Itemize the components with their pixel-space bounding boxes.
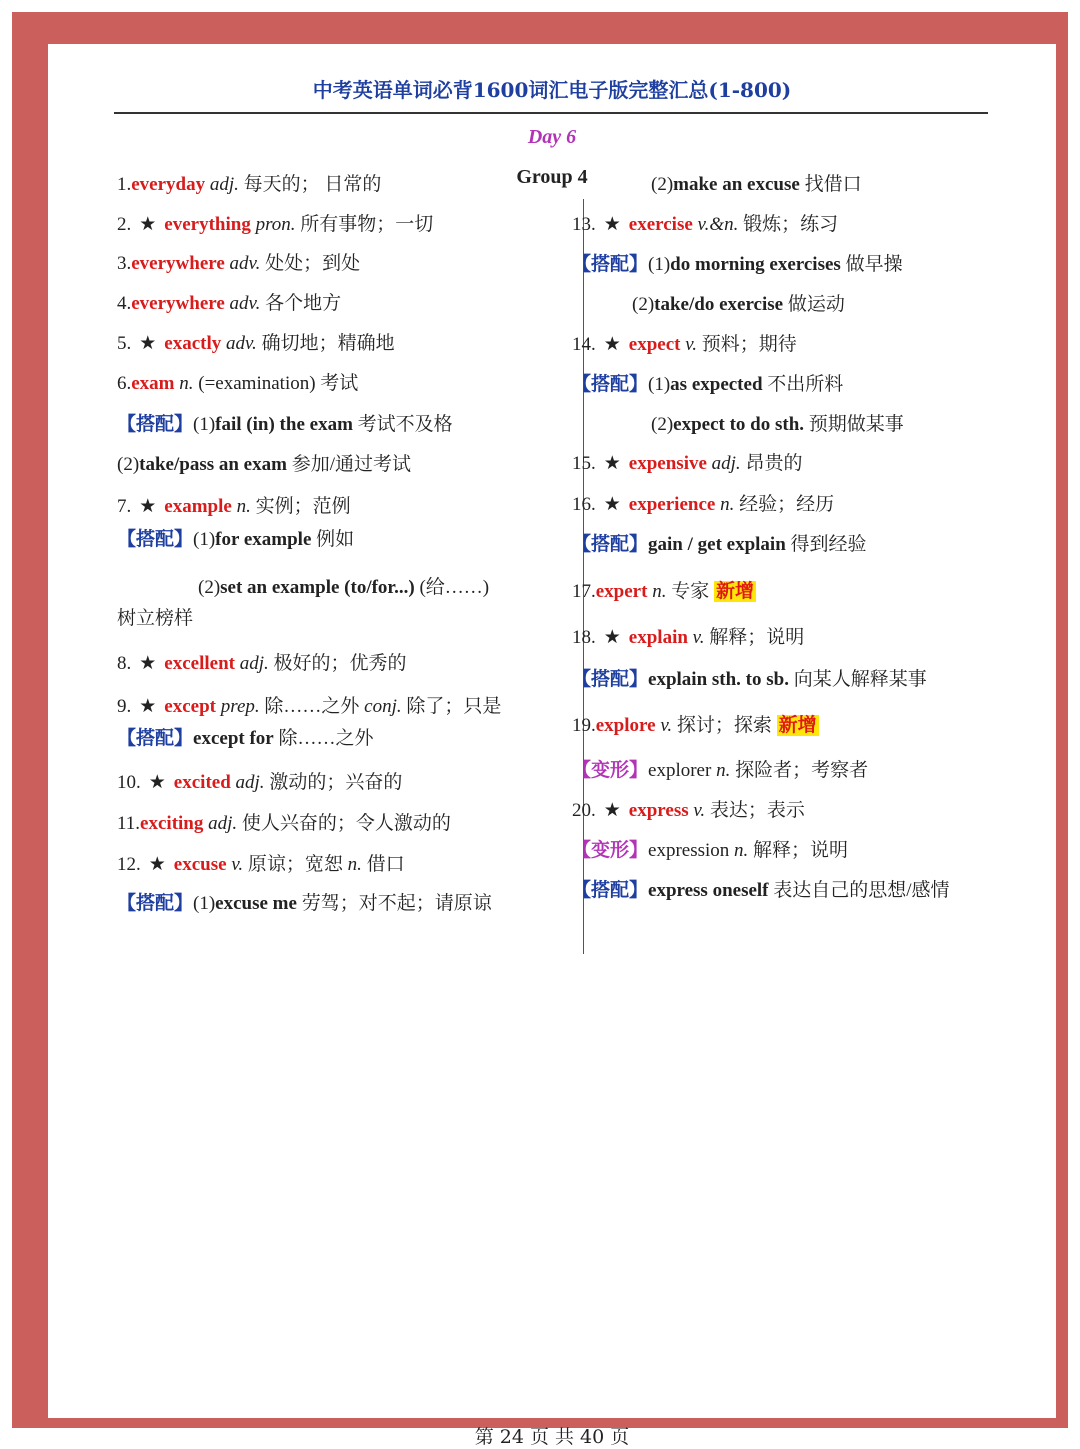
meaning: 树立榜样 [117,608,194,629]
meaning: 确切地；精确地 [261,333,395,354]
star-icon: ★ [603,334,621,355]
meaning: 借口 [366,854,405,875]
right-line [572,212,838,238]
headword: example [164,496,232,517]
headword: everything [164,214,251,235]
meaning: 经验；经历 [739,494,835,515]
headword: experience [628,494,716,515]
left-line [117,891,492,917]
star-icon: ★ [603,800,621,821]
left-line [117,494,351,520]
part-of-speech: v. [685,334,698,355]
right-line [572,492,834,518]
meaning: 昂贵的 [745,453,803,474]
phrase: except for [193,728,274,749]
meaning: 例如 [316,529,355,550]
right-line [572,798,805,824]
headword: explain [628,627,688,648]
right-line [651,412,904,438]
item-index: (1) [193,414,216,435]
part-of-speech: adv. [226,333,257,354]
meaning: 做运动 [787,294,845,315]
collocation-tag: 【搭配】 [117,893,194,914]
phrase: as expected [670,374,763,395]
part-of-speech: adv. [229,253,261,274]
star-icon: ★ [148,772,166,793]
star-icon: ★ [148,854,166,875]
headword: exciting [140,813,204,834]
meaning: 解释；说明 [753,840,849,861]
variant-tag: 【变形】 [572,840,649,861]
entry-number: 7. [117,496,132,517]
part-of-speech: v. [692,627,705,648]
meaning: 找借口 [804,174,862,195]
headword: except [164,696,216,717]
page-border [12,12,1068,1448]
entry-number: 8. [117,653,132,674]
left-line [117,726,374,752]
headword: everywhere [131,253,225,274]
part-of-speech: adj. [235,772,265,793]
meaning: 原谅；宽恕 [247,854,343,875]
meaning: 激动的；兴奋的 [269,772,403,793]
item-index: (2) [651,414,674,435]
headword: everywhere [131,293,225,314]
meaning: 不出所料 [767,374,844,395]
phrase: take/pass an exam [139,454,287,475]
headword: excited [173,772,231,793]
entry-number: 5. [117,333,132,354]
meaning: 做早操 [845,254,903,275]
entry-number: 9. [117,696,132,717]
part-of-speech: adv. [229,293,261,314]
right-line [651,172,862,198]
meaning: 探讨；探索 [676,715,772,736]
day-heading: Day 6 [527,126,577,148]
meaning: 极好的；优秀的 [273,653,407,674]
part-of-speech: v. [693,800,706,821]
phrase: take/do exercise [654,294,784,315]
entry-number: 2. [117,214,132,235]
left-line [117,852,405,878]
collocation-tag: 【搭配】 [572,669,649,690]
left-line [117,651,407,677]
entry-number: 10. [117,772,141,793]
part-of-speech: adj. [209,174,239,195]
part-of-speech: n. [652,581,667,602]
left-line [117,694,501,720]
entry-number: 1. [117,174,132,195]
entry-number: 12. [117,854,141,875]
part-of-speech: n. [179,373,194,394]
entry-number: 16. [572,494,596,515]
phrase: fail (in) the exam [215,414,353,435]
item-index: (1) [648,374,671,395]
left-line [117,371,358,397]
meaning: 除……之外 [264,696,360,717]
meaning: 使人兴奋的；令人激动的 [241,813,451,834]
phrase: excuse me [215,893,297,914]
collocation-tag: 【搭配】 [572,374,649,395]
left-line [117,212,433,238]
meaning: 专家 [671,581,710,602]
part-of-speech: prep. [220,696,260,717]
meaning: 除了；只是 [406,696,502,717]
phrase: express oneself [648,880,769,901]
part-of-speech: v. [660,715,673,736]
star-icon: ★ [603,214,621,235]
part-of-speech: v.&n. [697,214,739,235]
entry-number: 3. [117,253,132,274]
item-index: (2) [632,294,655,315]
left-line [117,291,341,317]
meaning: 得到经验 [790,534,867,555]
variant-word: expression [648,840,730,861]
entry-number: 20. [572,800,596,821]
meaning: (给……) [419,577,490,598]
left-line [117,452,411,478]
left-line [117,811,451,837]
new-badge: 新增 [778,715,817,736]
page-number: 第 24 页 共 40 页 [474,1426,630,1448]
phrase: do morning exercises [670,254,841,275]
headword: excuse [173,854,227,875]
star-icon: ★ [603,494,621,515]
part-of-speech: n. [734,840,749,861]
item-index: (1) [193,893,216,914]
entry-number: 11. [117,813,141,834]
meaning: 解释；说明 [709,627,805,648]
phrase: explain sth. to sb. [648,669,789,690]
meaning: 参加/通过考试 [291,454,411,475]
phrase: set an example (to/for...) [220,577,415,598]
entry-number: 17. [572,581,596,602]
right-line [572,372,843,398]
meaning: (=examination) 考试 [198,373,359,394]
phrase: make an excuse [673,174,800,195]
star-icon: ★ [139,496,157,517]
part-of-speech: adj. [711,453,741,474]
entry-number: 19. [572,715,596,736]
right-line [572,625,804,651]
collocation-tag: 【搭配】 [117,529,194,550]
phrase: expect to do sth. [673,414,805,435]
left-line [117,606,193,632]
star-icon: ★ [139,333,157,354]
new-badge: 新增 [715,581,754,602]
item-index: (2) [651,174,674,195]
meaning: 处处；到处 [265,253,361,274]
meaning: 锻炼；练习 [743,214,839,235]
right-line [572,878,950,904]
collocation-tag: 【搭配】 [572,880,649,901]
meaning: 各个地方 [265,293,342,314]
star-icon: ★ [603,453,621,474]
meaning: 预期做某事 [808,414,904,435]
star-icon: ★ [139,214,157,235]
right-line [572,667,927,693]
meaning: 探险者；考察者 [735,760,869,781]
meaning: 表达自己的思想/感情 [773,880,950,901]
item-index: (1) [193,529,216,550]
right-line [572,451,802,477]
meaning: 每天的； 日常的 [243,174,382,195]
meaning: 表达；表示 [709,800,805,821]
part-of-speech: n. [716,760,731,781]
right-line [632,292,845,318]
entry-number: 4. [117,293,132,314]
right-line [572,532,867,558]
entry-number: 15. [572,453,596,474]
header-rule [114,112,988,114]
document-title: 中考英语单词必背1600词汇电子版完整汇总(1-800) [312,78,792,102]
meaning: 所有事物；一切 [300,214,434,235]
collocation-tag: 【搭配】 [117,728,194,749]
phrase: for example [215,529,312,550]
headword: expert [595,581,648,602]
entry-number: 18. [572,627,596,648]
collocation-tag: 【搭配】 [572,534,649,555]
headword: express [628,800,689,821]
right-line [572,838,848,864]
entry-number: 14. [572,334,596,355]
left-line [117,251,360,277]
part-of-speech: n. [720,494,735,515]
meaning: 除……之外 [278,728,374,749]
part-of-speech: n. [236,496,251,517]
left-line [117,412,453,438]
left-line [117,770,402,796]
item-index: (2) [198,577,221,598]
meaning: 预料；期待 [701,334,797,355]
headword: exam [131,373,175,394]
right-line [572,332,797,358]
part-of-speech: conj. [364,696,402,717]
left-line [198,575,489,601]
headword: exactly [164,333,222,354]
left-line [117,331,395,357]
headword: expensive [628,453,707,474]
variant-word: explorer [648,760,712,781]
left-line [117,527,354,553]
left-line [117,172,381,198]
part-of-speech: adj. [208,813,238,834]
headword: expect [628,334,681,355]
star-icon: ★ [603,627,621,648]
collocation-tag: 【搭配】 [117,414,194,435]
meaning: 实例；范例 [255,496,351,517]
headword: excellent [164,653,235,674]
collocation-tag: 【搭配】 [572,254,649,275]
part-of-speech: v. [231,854,244,875]
right-line [572,579,756,605]
meaning: 考试不及格 [357,414,453,435]
part-of-speech: n. [347,854,362,875]
headword: everyday [131,174,206,195]
document-page [48,44,1056,1448]
star-icon: ★ [139,696,157,717]
part-of-speech: adj. [239,653,269,674]
entry-number: 6. [117,373,132,394]
headword: explore [595,715,656,736]
star-icon: ★ [139,653,157,674]
part-of-speech: pron. [255,214,296,235]
group-heading: Group 4 [516,166,588,188]
phrase: gain / get explain [648,534,786,555]
item-index: (2) [117,454,140,475]
headword: exercise [628,214,693,235]
right-line [572,758,868,784]
right-line [572,252,903,278]
meaning: 向某人解释某事 [793,669,927,690]
meaning: 劳驾；对不起；请原谅 [301,893,492,914]
entry-number: 13. [572,214,596,235]
right-line [572,713,819,739]
item-index: (1) [648,254,671,275]
variant-tag: 【变形】 [572,760,649,781]
